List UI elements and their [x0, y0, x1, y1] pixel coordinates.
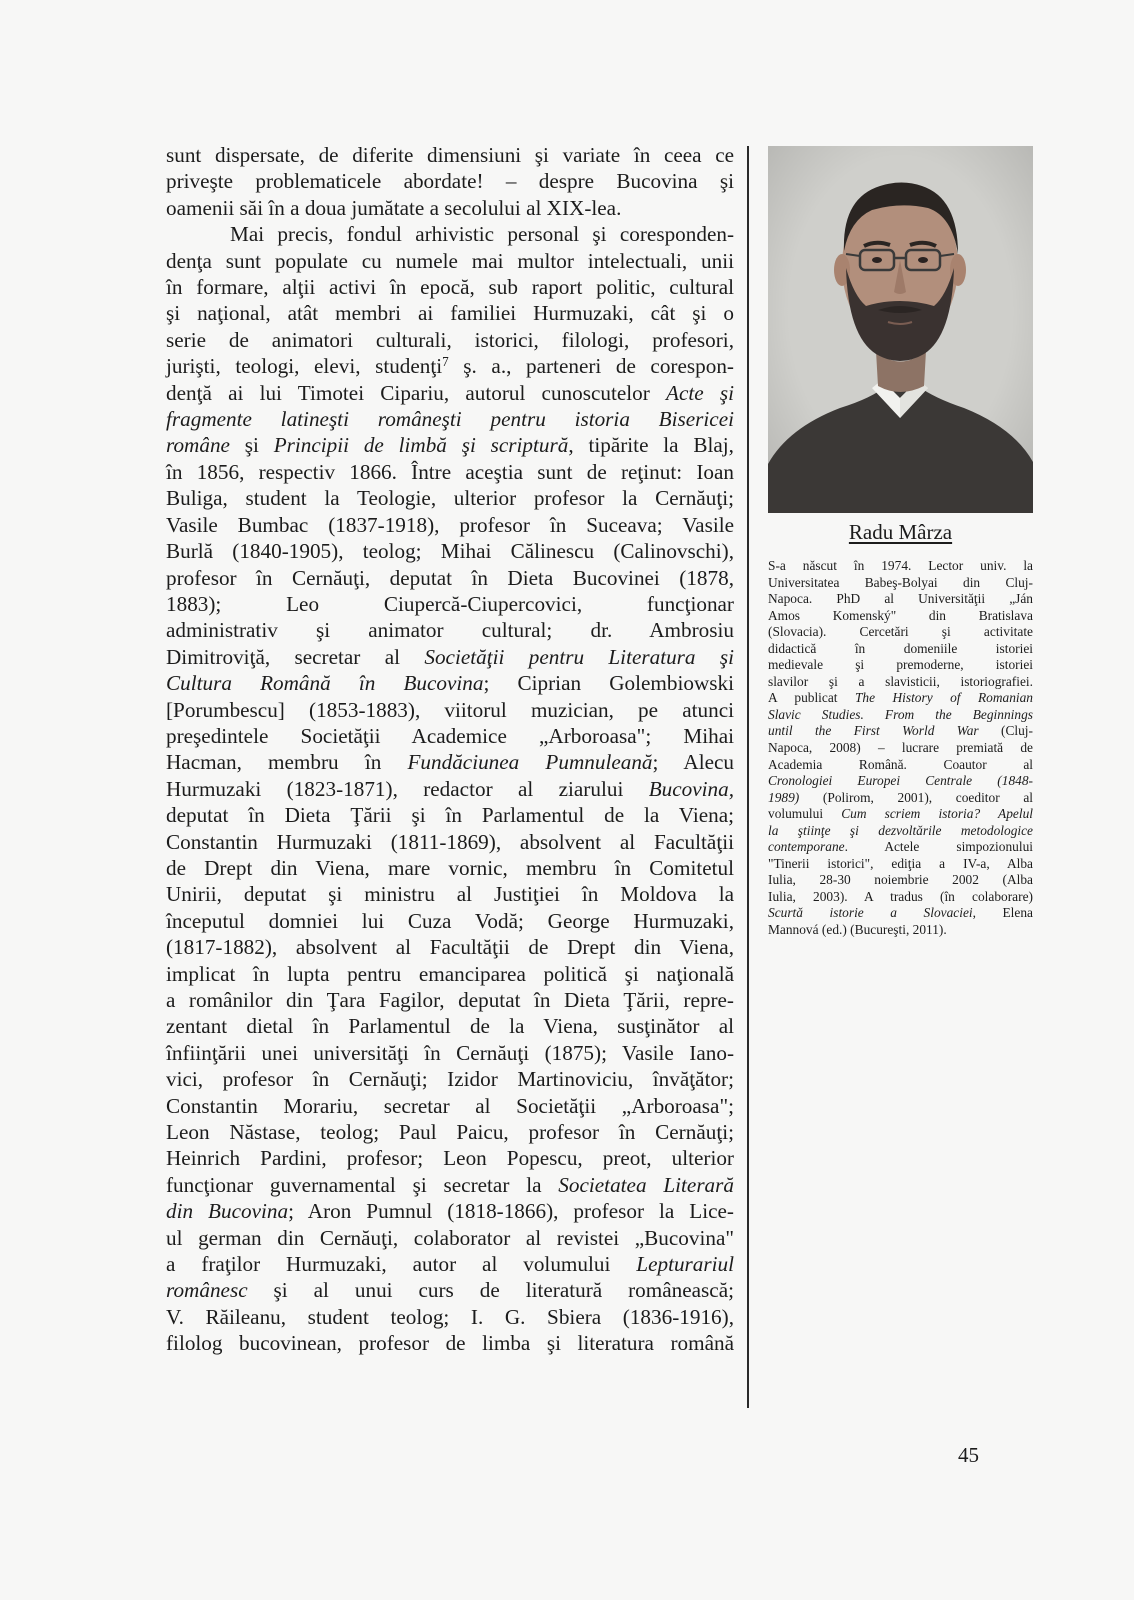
text-run: ; Alecu — [652, 750, 734, 775]
text-line: Constantin Hurmuzaki (1811-1869), absolvent al Facultăţii — [166, 829, 734, 854]
text-run: Hacman, membru în — [166, 750, 408, 775]
bio-line — [768, 905, 1033, 922]
author-name: Radu Mârza — [848, 520, 953, 544]
text-line: Mai precis, fondul arhivistic personal şi coresponden- — [230, 222, 734, 247]
text-line: sunt dispersate, de diferite dimensiuni şi variate în ceea ce — [166, 143, 734, 167]
text-line: deputat în Dieta Ţării şi în Parlamentul de la Viena; — [166, 803, 734, 828]
paragraph — [166, 142, 734, 221]
text-line: profesor în Cernăuţi, deputat în Dieta Bucovinei (1878, — [166, 565, 734, 590]
text-run: A publicat — [768, 690, 855, 706]
text-line: înfiinţării unei universităţi în Cernăuţi (1875); Vasile Iano- — [166, 1040, 734, 1065]
text-line: ul german din Cernăuţi, colaborator al revistei „Bucovina" — [166, 1225, 734, 1250]
bio-line: Napoca, 2008) – lucrare premiată de — [768, 740, 1033, 756]
text-line — [166, 670, 734, 696]
text-line: 1883); Leo Ciupercă-Ciupercovici, funcţionar — [166, 591, 734, 616]
bio-line: Academia Română. Coautor al — [768, 756, 1033, 772]
bio-line: didactică în domeniile istoriei — [768, 640, 1033, 656]
text-line: implicat în lupta pentru emanciparea politică şi naţională — [166, 961, 734, 986]
text-line — [166, 432, 734, 458]
text-run: . Actele simpozionului — [844, 839, 1033, 855]
text-line: V. Răileanu, student teolog; I. G. Sbiera (1836-1916), — [166, 1304, 734, 1329]
bio-line: S-a născut în 1974. Lector univ. la — [768, 558, 1033, 573]
text-line: în formare, alţii activi în epocă, sub raport politic, cultural — [166, 275, 734, 300]
text-line: administrativ şi animator cultural; dr. Ambrosiu — [166, 618, 734, 643]
bio-line — [768, 690, 1033, 707]
text-line — [166, 776, 734, 802]
text-line: Leon Năstase, teolog; Paul Paicu, profesor în Cernăuţi; — [166, 1120, 734, 1145]
bio-line — [768, 707, 1033, 724]
text-run: , Elena — [972, 905, 1033, 921]
bio-line — [768, 773, 1033, 790]
text-run: Hurmuzaki (1823-1871), redactor al ziarului — [166, 776, 649, 801]
society-name: Societatea Literară — [558, 1172, 734, 1197]
book-title: Scurtă istorie a Slovaciei — [768, 905, 973, 921]
book-title: 1989) — [768, 789, 800, 805]
bio-line: Iulia, 28-30 noiembrie 2002 (Alba — [768, 872, 1033, 888]
text-line: oamenii săi în a doua jumătate a secolului al XIX-lea. — [166, 195, 622, 220]
author-portrait-icon — [768, 146, 1033, 513]
footnote-ref[interactable]: 7 — [442, 354, 449, 370]
text-line — [166, 1198, 734, 1224]
bio-line: Napoca. PhD al Universităţii „Ján — [768, 591, 1033, 607]
bio-line — [768, 790, 1033, 807]
text-line: şi naţional, atât membri ai familiei Hurmuzaki, cât şi o — [166, 301, 734, 326]
text-line — [166, 1251, 734, 1277]
text-line: a românilor din Ţara Fagilor, deputat în Dieta Ţării, repre- — [166, 988, 734, 1012]
text-line: zentant dietal în Parlamentul de la Viena, susţinător al — [166, 1014, 734, 1039]
text-line: de Drept din Viena, mare vornic, membru în Comitetul — [166, 855, 734, 880]
text-line: începutul domniei lui Cuza Vodă; George Hurmuzaki, — [166, 908, 734, 933]
text-run: şi al unui curs de literatură românească; — [247, 1278, 734, 1303]
main-text-column — [166, 142, 734, 1357]
text-run: jurişti, teologi, elevi, studenţi — [166, 354, 443, 379]
text-line — [166, 380, 734, 406]
bio-line: Universitatea Babeş-Bolyai din Cluj- — [768, 574, 1033, 590]
society-name: din Bucovina — [166, 1199, 289, 1224]
text-run: , tipărite la Blaj, — [568, 433, 734, 458]
book-title: fragmente latineşti româneşti pentru istoria Bisericei — [166, 407, 734, 432]
bio-line: "Tinerii istorici", ediţia a IV-a, Alba — [768, 855, 1033, 871]
text-run: ; Ciprian Golembiowski — [483, 671, 734, 696]
society-name: Fundăciunea Pumnuleană — [407, 750, 653, 775]
bio-line — [768, 723, 1033, 740]
text-line: preşedintele Societăţii Academice „Arboroasa"; Mihai — [166, 723, 734, 748]
text-run: denţă ai lui Timotei Cipariu, autorul cunoscutelor — [166, 380, 667, 405]
portrait-drawing — [768, 146, 1033, 513]
text-run: ş. a., parteneri de corespon- — [448, 354, 734, 379]
bio-line: Iulia, 2003). A tradus (în colaborare) — [768, 888, 1033, 904]
text-line: Unirii, deputat şi ministru al Justiţiei în Moldova la — [166, 882, 734, 907]
text-run: (Polirom, 2001), coeditor al — [799, 789, 1033, 805]
bio-line — [768, 823, 1033, 840]
bio-line: medievale şi premoderne, istoriei — [768, 657, 1033, 673]
text-run: ; Aron Pumnul (1818-1866), profesor la Lice- — [288, 1199, 734, 1224]
text-line — [166, 644, 734, 670]
text-line: denţa sunt populate cu numele mai multor intelectuali, unii — [166, 248, 734, 273]
bio-line: Amos Komenský" din Bratislava — [768, 607, 1033, 623]
book-title: until the First World War — [768, 723, 979, 739]
text-line — [166, 749, 734, 775]
text-line — [166, 1277, 734, 1303]
book-title: Acte şi — [666, 380, 735, 405]
text-line — [166, 1172, 734, 1198]
page-number: 45 — [958, 1443, 979, 1467]
text-line: în 1856, respectiv 1866. Între aceştia sunt de reţinut: Ioan — [166, 459, 734, 484]
bio-line: slavilor şi a slavisticii, istoriografiei. — [768, 673, 1033, 689]
book-title: la ştiinţe şi dezvoltările metodologice — [768, 822, 1033, 838]
text-run: volumului — [768, 806, 842, 822]
text-run: funcţionar guvernamental şi secretar la — [166, 1172, 559, 1197]
text-line: Burlă (1840-1905), teolog; Mihai Călinescu (Calinovschi), — [166, 539, 734, 564]
paragraph — [166, 221, 734, 1356]
text-line: filolog bucovinean, profesor de limba şi literatura română — [166, 1331, 734, 1356]
text-run: Dimitroviţă, secretar al — [166, 644, 425, 669]
text-line: Constantin Morariu, secretar al Societăţii „Arboroasa"; — [166, 1093, 734, 1118]
book-title: românesc — [166, 1278, 248, 1303]
bio-line: Mannová (ed.) (Bucureşti, 2011). — [768, 922, 947, 938]
text-line: vici, profesor în Cernăuţi; Izidor Martinoviciu, învăţător; — [166, 1067, 734, 1092]
text-line: [Porumbescu] (1853-1883), viitorul muzician, pe atunci — [166, 697, 734, 722]
book-title: Principii de limbă şi scriptură — [273, 433, 569, 458]
bio-line: (Slovacia). Cercetări şi activitate — [768, 624, 1033, 640]
column-divider — [747, 146, 749, 1408]
book-title: contemporane — [768, 839, 845, 855]
book-title: Lepturariul — [636, 1252, 734, 1277]
bio-line — [768, 806, 1033, 823]
society-name: Cultura Română în Bucovina — [166, 671, 484, 696]
book-title: Cum scriem istoria? Apelul — [841, 806, 1034, 822]
book-title: Slavic Studies. From the Beginnings — [768, 706, 1033, 722]
text-run: a fraţilor Hurmuzaki, autor al volumului — [166, 1252, 637, 1277]
text-line: Heinrich Pardini, profesor; Leon Popescu, preot, ulterior — [166, 1146, 734, 1171]
text-line — [166, 353, 734, 379]
society-name: Societăţii pentru Literatura şi — [424, 644, 734, 669]
book-title: The History of Romanian — [854, 690, 1033, 706]
text-line: priveşte problematicele abordate! – despre Bucovina şi — [166, 169, 734, 194]
text-line: (1817-1882), absolvent al Facultăţii de Drept din Viena, — [166, 935, 734, 960]
text-line: Buliga, student la Teologie, ulterior profesor la Cernăuţi; — [166, 486, 734, 511]
text-run: şi — [229, 433, 274, 458]
bio-line — [768, 839, 1033, 856]
text-line: Vasile Bumbac (1837-1918), profesor în Suceava; Vasile — [166, 512, 734, 537]
newspaper-name: Bucovina, — [648, 776, 734, 801]
book-title: române — [166, 433, 230, 458]
text-run: (Cluj- — [978, 723, 1033, 739]
book-title: Cronologiei Europei Centrale (1848- — [768, 773, 1033, 789]
text-line: serie de animatori culturali, istorici, filologi, profesori, — [166, 327, 734, 352]
text-line — [166, 406, 734, 432]
author-bio — [768, 558, 1033, 939]
